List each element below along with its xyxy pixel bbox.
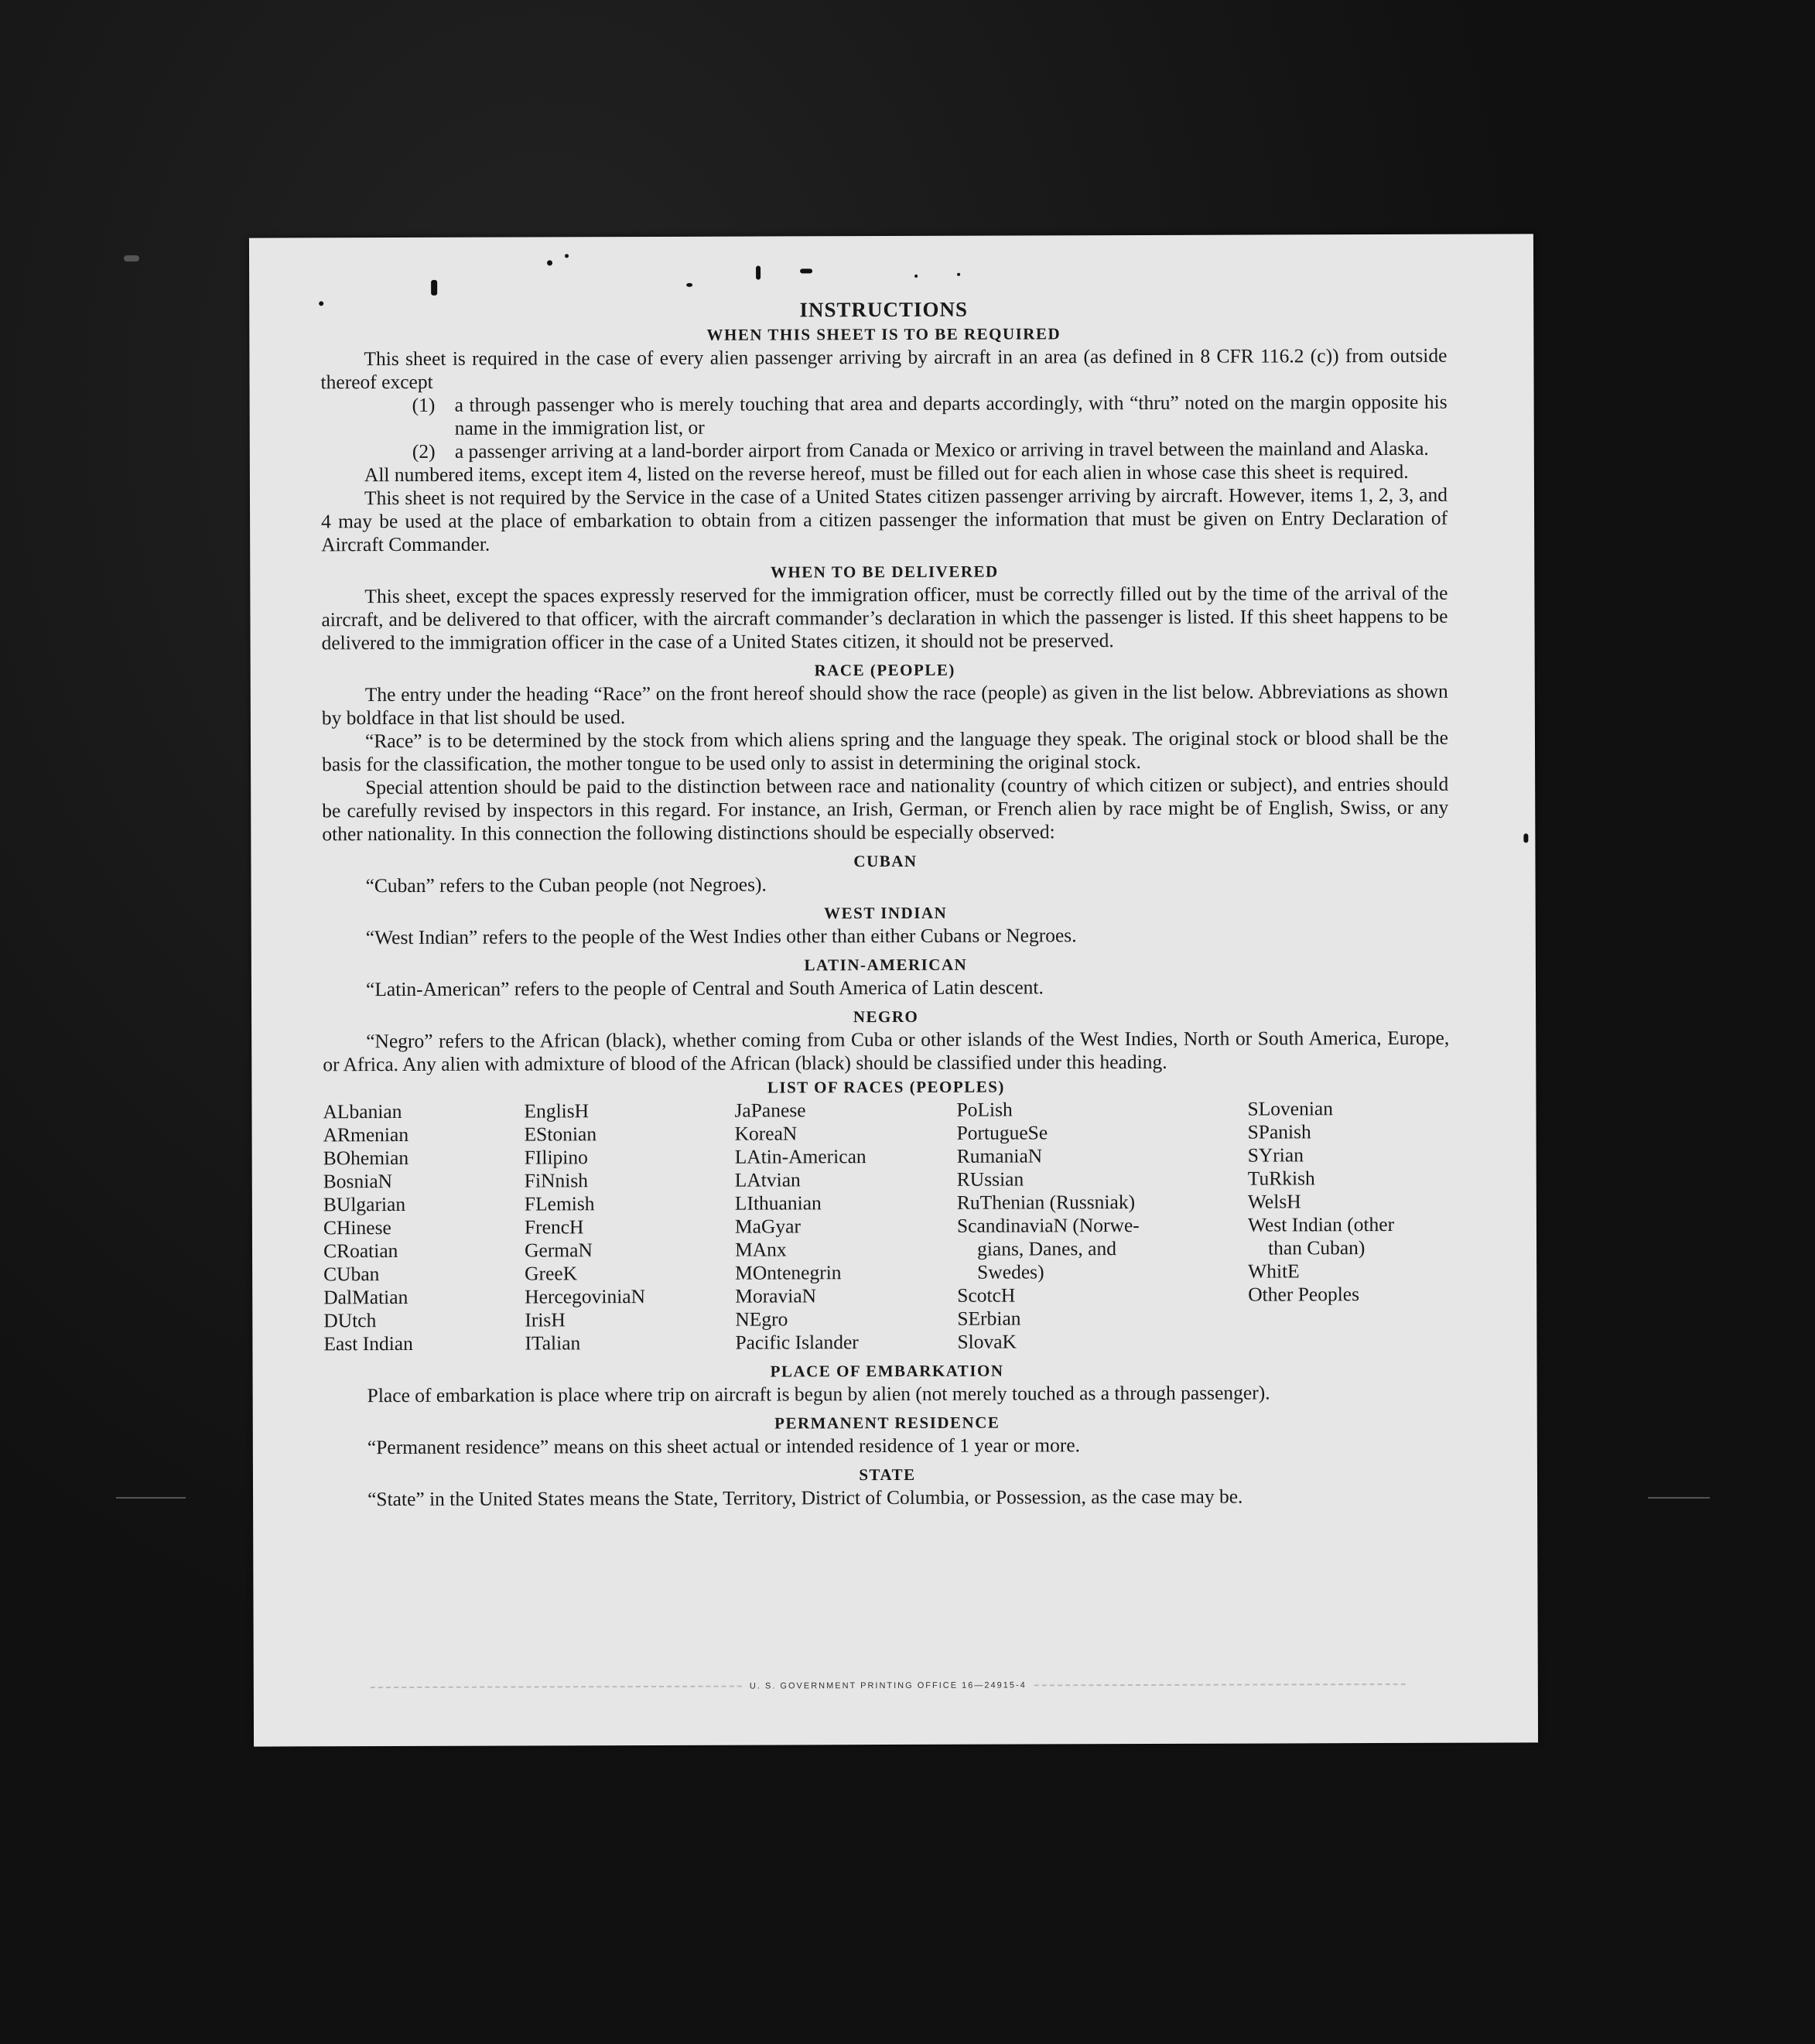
race-entry: than Cuban) — [1268, 1236, 1366, 1260]
race-entry: CUban — [323, 1263, 380, 1286]
race-entry: West Indian (other — [1247, 1212, 1395, 1236]
printing-office-footer — [325, 1680, 1451, 1693]
race-entry: BosniaN — [323, 1170, 393, 1193]
section-heading-state: STATE — [859, 1465, 916, 1485]
section-heading-required: WHEN THIS SHEET IS TO BE REQUIRED — [706, 324, 1061, 344]
race-entry: gians, Danes, and — [977, 1237, 1116, 1260]
race-entry: MOntenegrin — [735, 1261, 842, 1284]
race-entry: ScandinaviaN (Norwe- — [956, 1214, 1140, 1237]
races-column-3 — [734, 1099, 957, 1355]
race-entry: NEgro — [735, 1307, 788, 1331]
race-entry: KoreaN — [734, 1122, 798, 1145]
required-intro: This sheet is required in the case of every alien passenger arriving by aircraft in an area (as defined in 8 CFR 116.2 (c)) from outside thereof except — [320, 344, 1448, 394]
race-entry: Other Peoples — [1248, 1283, 1360, 1306]
race-entry: MaGyar — [734, 1215, 801, 1238]
delivered-text: This sheet, except the spaces expressly reserved for the immigration officer, must be correctly filled out by the time of the arrival of the aircraft, and be delivered to that officer, with the aircraft commander’s declaration in which the passenger is listed. If this sheet happens to be delivered to the immigration officer in the case of a United States citizen, it should not be preserved. — [321, 581, 1448, 655]
section-heading-delivered: WHEN TO BE DELIVERED — [770, 562, 999, 582]
race-entry: SPanish — [1247, 1120, 1311, 1143]
race-entry: RUssian — [956, 1167, 1024, 1191]
race-entry: EStonian — [524, 1123, 597, 1146]
race-entry: HercegoviniaN — [525, 1285, 646, 1308]
cuban-text: “Cuban” refers to the Cuban people (not Negroes). — [365, 873, 767, 897]
item-text: a passenger arriving at a land-border airport from Canada or Mexico or arriving in travel between the mainland and Alaska. — [454, 436, 1429, 463]
required-paragraph-2: All numbered items, except item 4, listed on the reverse hereof, must be filled out for each alien in whose case this sheet is required. — [364, 460, 1409, 487]
race-entry: ScotcH — [957, 1283, 1016, 1307]
race-entry: LAtvian — [734, 1168, 801, 1191]
race-entry: SYrian — [1247, 1143, 1304, 1167]
race-entry: LIthuanian — [734, 1191, 822, 1215]
race-entry: SLovenian — [1247, 1097, 1334, 1120]
race-entry: PortugueSe — [956, 1121, 1048, 1144]
section-heading-negro: NEGRO — [853, 1007, 919, 1027]
race-entry: RuThenian (Russniak) — [956, 1191, 1136, 1214]
races-column-1 — [323, 1100, 525, 1356]
race-entry: MoraviaN — [735, 1284, 817, 1307]
race-entry: JaPanese — [734, 1099, 806, 1122]
race-entry: GermaN — [525, 1239, 593, 1262]
race-entry: FLemish — [524, 1192, 595, 1215]
race-entry: East Indian — [323, 1331, 413, 1355]
exception-item-2 — [412, 437, 1448, 463]
race-entry: PoLish — [956, 1098, 1013, 1121]
race-entry: FIlipino — [524, 1146, 588, 1169]
scan-mark — [116, 1497, 186, 1499]
section-heading-west-indian: WEST INDIAN — [824, 903, 948, 923]
race-entry: RumaniaN — [956, 1144, 1043, 1167]
section-heading-races-list: LIST OF RACES (PEOPLES) — [767, 1077, 1005, 1097]
race-entry: ARmenian — [323, 1123, 409, 1147]
scan-mark — [1648, 1497, 1710, 1499]
race-entry: GreeK — [525, 1262, 578, 1285]
race-entry: SlovaK — [957, 1330, 1017, 1353]
race-entry: TuRkish — [1247, 1167, 1315, 1190]
race-entry: WhitE — [1248, 1260, 1300, 1283]
section-heading-cuban: CUBAN — [853, 851, 918, 871]
race-entry: SErbian — [957, 1307, 1021, 1330]
race-entry: FrencH — [524, 1215, 584, 1239]
race-entry: MAnx — [735, 1238, 787, 1261]
race-entry: CRoatian — [323, 1239, 398, 1263]
race-entry: ALbanian — [323, 1099, 402, 1123]
race-entry: DUtch — [323, 1309, 377, 1332]
race-paragraph-3: Special attention should be paid to the distinction between race and nationality (country of which citizen or subject), and entries should be carefully revised by inspectors in this regard. For instance, an Irish, German, or French alien by race might be of English, Swiss, or any other nationality. In this connection the following distinctions should be especially observed: — [322, 772, 1449, 846]
race-entry: Pacific Islander — [735, 1331, 859, 1354]
latin-american-text: “Latin-American” refers to the people of Central and South America of Latin descent. — [365, 976, 1044, 1001]
page-title: INSTRUCTIONS — [799, 297, 969, 322]
race-entry: BOhemian — [323, 1146, 409, 1170]
races-list — [323, 1097, 1450, 1356]
scan-mark — [124, 255, 139, 261]
instructions-content — [320, 296, 1451, 1512]
west-indian-text: “West Indian” refers to the people of the West Indies other than either Cubans or Negroes. — [365, 924, 1077, 949]
item-number: (2) — [412, 439, 436, 463]
instruction-sheet — [249, 234, 1538, 1746]
race-entry: LAtin-American — [734, 1145, 866, 1168]
residence-text: “Permanent residence” means on this sheet actual or intended residence of 1 year or more. — [367, 1434, 1081, 1459]
section-heading-race: RACE (PEOPLE) — [814, 660, 955, 680]
race-entry: FiNnish — [524, 1169, 589, 1192]
exception-item-1 — [412, 391, 1448, 440]
race-entry: ITalian — [525, 1331, 581, 1355]
item-number: (1) — [412, 393, 436, 416]
negro-text: “Negro” refers to the African (black), whether coming from Cuba or other islands of the West Indies, North or South America, Europe, or Africa. Any alien with admixture of blood of the African (black) should be classified under this heading. — [323, 1026, 1450, 1076]
section-heading-residence: PERMANENT RESIDENCE — [774, 1413, 1000, 1433]
item-text: a through passenger who is merely touching that area and departs accordingly, with “thru” noted on the margin opposite his name in the immigration list, or — [454, 390, 1448, 439]
required-paragraph-3: This sheet is not required by the Service in the case of a United States citizen passenger arriving by aircraft. However, items 1, 2, 3, and 4 may be used at the place of embarkation to obtain from a citizen passenger the information that must be given on Entry Declaration of Aircraft Commander. — [321, 483, 1448, 556]
race-entry: Swedes) — [977, 1260, 1044, 1283]
race-entry: WelsH — [1247, 1190, 1301, 1213]
race-paragraph-2: “Race” is to be determined by the stock from which aliens spring and the language they speak. The original stock or blood shall be the basis for the classification, the mother tongue to be used only to assist in determining the original stock. — [322, 726, 1449, 776]
race-entry: BUlgarian — [323, 1192, 406, 1216]
race-entry: IrisH — [525, 1308, 566, 1331]
race-entry: EnglisH — [524, 1099, 590, 1123]
races-column-5 — [1247, 1097, 1449, 1353]
race-entry: DalMatian — [323, 1285, 408, 1309]
embarkation-text: Place of embarkation is place where trip on aircraft is begun by alien (not merely touched as a through passenger). — [367, 1381, 1270, 1407]
races-column-4 — [956, 1098, 1248, 1354]
section-heading-latin-american: LATIN-AMERICAN — [804, 955, 968, 975]
races-column-2 — [524, 1099, 735, 1355]
footer-text: U. S. GOVERNMENT PRINTING OFFICE 16—24915-4 — [749, 1680, 1027, 1691]
race-entry: CHinese — [323, 1216, 391, 1239]
race-paragraph-1: The entry under the heading “Race” on the front hereof should show the race (people) as given in the list below. Abbreviations as shown by boldface in that list should be used. — [321, 679, 1448, 730]
state-text: “State” in the United States means the State, Territory, District of Columbia, or Possession, as the case may be. — [367, 1485, 1243, 1511]
section-heading-embarkation: PLACE OF EMBARKATION — [770, 1361, 1004, 1381]
